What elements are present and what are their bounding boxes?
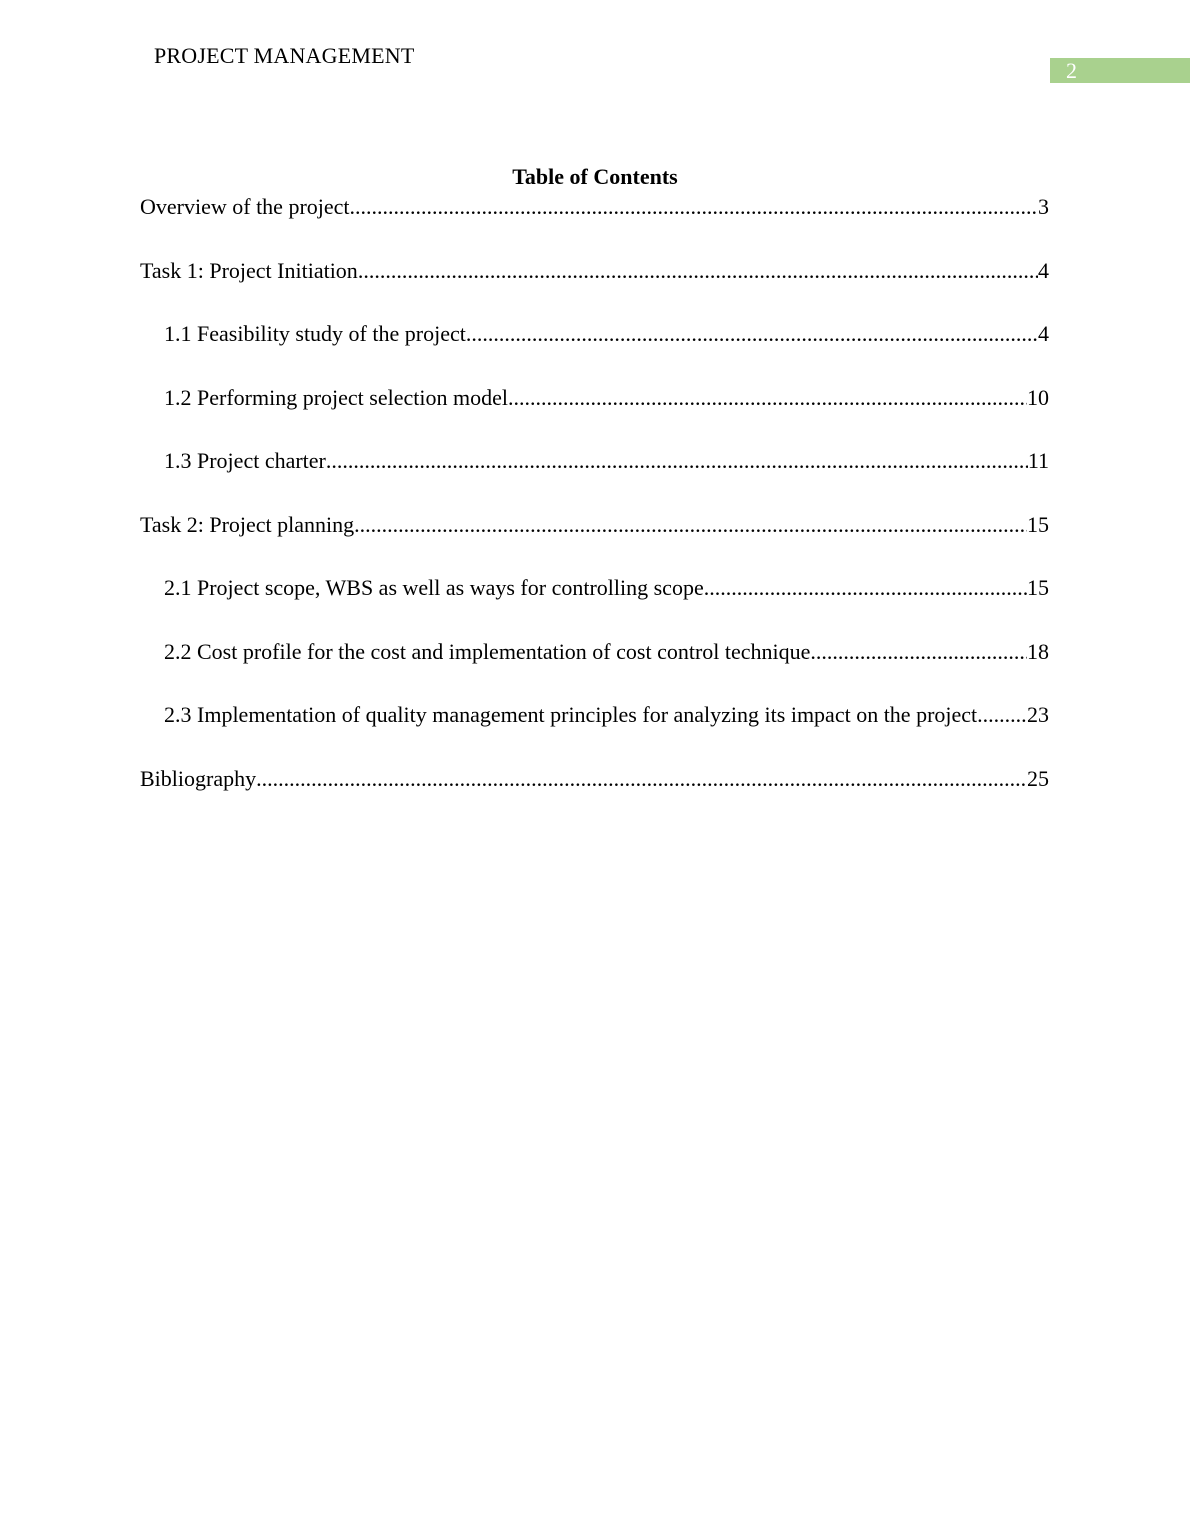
toc-dot-leader [350, 193, 1038, 221]
toc-entry-2-2[interactable] [140, 638, 1049, 666]
toc-entry-1-3[interactable] [140, 447, 1049, 475]
toc-entry-1-2[interactable] [140, 384, 1049, 412]
toc-entry-task-1[interactable] [140, 257, 1049, 285]
toc-entry-page: 25 [1027, 765, 1049, 791]
page-number-badge [1050, 58, 1190, 83]
toc-entry-2-3[interactable] [140, 701, 1049, 729]
toc-entry-overview[interactable] [140, 193, 1049, 221]
toc-dot-leader [466, 320, 1038, 348]
toc-entry-label: 2.1 Project scope, WBS as well as ways for controlling scope [164, 575, 704, 600]
toc-entry-page: 18 [1027, 638, 1049, 664]
page-number: 2 [1066, 58, 1077, 83]
toc-entry-page: 4 [1038, 257, 1049, 283]
toc-entry-label: Task 2: Project planning [140, 511, 355, 537]
toc-entry-label: 1.3 Project charter [164, 448, 326, 473]
toc-entry-2-1[interactable] [140, 574, 1049, 602]
toc-entry-page: 4 [1038, 321, 1049, 346]
toc-entry-label: Task 1: Project Initiation [140, 257, 358, 283]
toc-entry-task-2[interactable] [140, 511, 1049, 539]
toc-entry-page: 23 [1027, 702, 1049, 727]
toc-entry-page: 10 [1027, 384, 1049, 410]
running-header-title: PROJECT MANAGEMENT [154, 43, 415, 68]
toc-heading: Table of Contents [512, 164, 678, 189]
toc-dot-leader [977, 701, 1027, 729]
toc-entry-page: 11 [1027, 448, 1049, 473]
toc-entry-label: 1.1 Feasibility study of the project [164, 321, 466, 346]
toc-entry-label: 1.2 Performing project selection model [164, 384, 508, 410]
toc-entry-page: 15 [1027, 575, 1049, 600]
toc-entry-label: 2.2 Cost profile for the cost and implementation of cost control technique [164, 638, 811, 664]
toc-dot-leader [508, 384, 1027, 412]
toc-dot-leader [810, 638, 1027, 666]
toc-dot-leader [358, 257, 1038, 285]
toc-dot-leader [704, 574, 1027, 602]
toc-entry-label: 2.3 Implementation of quality management principles for analyzing its impact on the project [164, 702, 978, 727]
toc-dot-leader [256, 765, 1027, 793]
toc-entry-page: 15 [1027, 511, 1049, 537]
toc-entry-page: 3 [1038, 194, 1049, 219]
toc-dot-leader [326, 447, 1028, 475]
toc-dot-leader [354, 511, 1027, 539]
table-of-contents [140, 193, 1049, 828]
toc-entry-1-1[interactable] [140, 320, 1049, 348]
toc-entry-label: Bibliography [140, 765, 257, 791]
toc-entry-bibliography[interactable] [140, 765, 1049, 793]
toc-entry-label: Overview of the project [140, 194, 350, 219]
